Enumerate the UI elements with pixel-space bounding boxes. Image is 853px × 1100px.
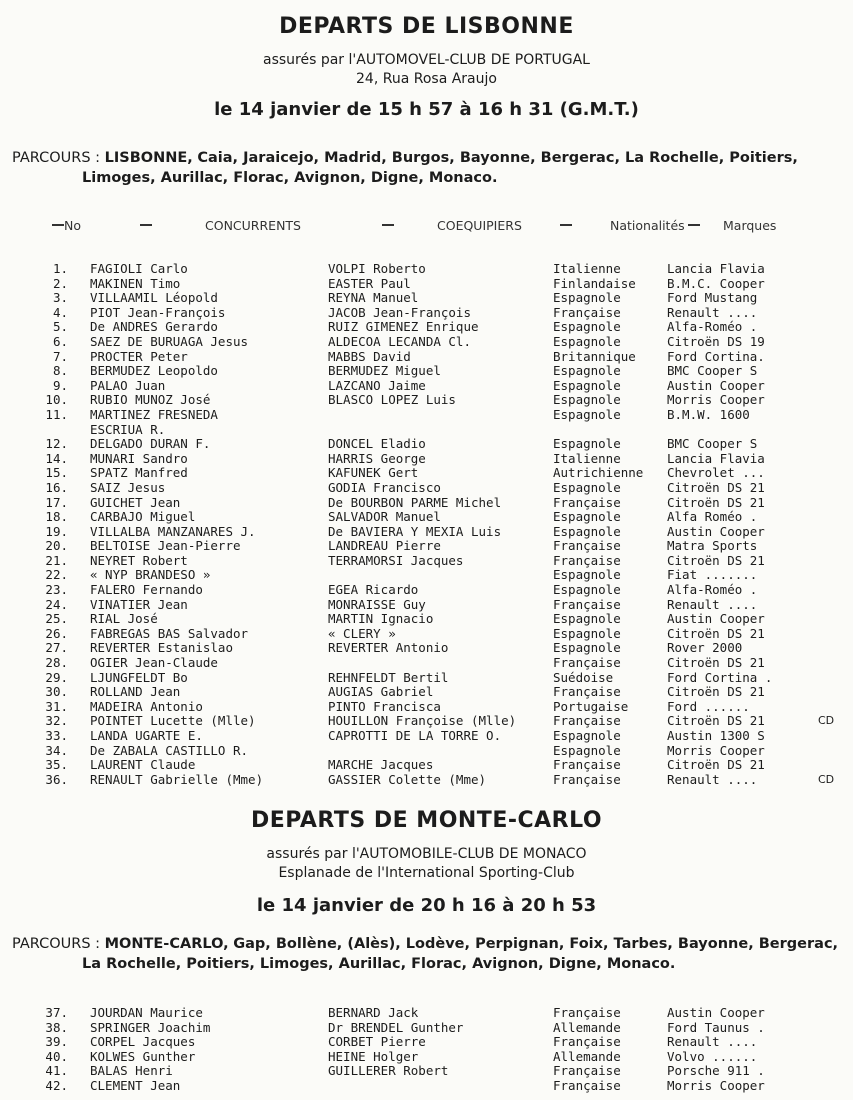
driver-name: VINATIER Jean xyxy=(90,596,188,612)
driver-name: MARTINEZ FRESNEDA xyxy=(90,406,218,422)
driver-name: « NYP BRANDESO » xyxy=(90,567,211,583)
entry-number: 16. xyxy=(45,479,68,495)
car-make: Citroën DS 21 xyxy=(667,494,765,510)
entry-number: 4. xyxy=(52,304,68,320)
table-row xyxy=(0,568,853,583)
car-make: Lancia Flavia xyxy=(667,261,765,276)
entry-number: 28. xyxy=(45,655,68,671)
parcours-label: PARCOURS : xyxy=(12,150,101,166)
table-row xyxy=(0,1021,853,1036)
car-make: Alfa Roméo . xyxy=(667,509,758,525)
nationality: Espagnole xyxy=(553,363,621,379)
driver-name: KOLWES Gunther xyxy=(90,1048,196,1064)
codriver-name: CORBET Pierre xyxy=(328,1034,426,1050)
driver-name: VILLALBA MANZANARES J. xyxy=(90,523,256,539)
driver-name: SAIZ Jesus xyxy=(90,479,166,495)
nationality: Espagnole xyxy=(553,523,621,539)
driver-name: RIAL José xyxy=(90,611,158,627)
entry-number: 15. xyxy=(45,465,68,481)
driver-name: FABREGAS BAS Salvador xyxy=(90,625,249,641)
parcours-route: Gap, Bollène, (Alès), Lodève, Perpignan, Foix, Tarbes, Bayonne, Bergerac, La Rochelle, Poitiers, Limoges, Aurillac, Florac, Avignon, Digne, Monaco. xyxy=(82,936,839,972)
codriver-name: TERRAMORSI Jacques xyxy=(328,552,464,568)
nationality: Française xyxy=(553,1077,621,1093)
table-row xyxy=(0,481,853,496)
car-make: Morris Cooper xyxy=(667,392,765,408)
section-title: DEPARTS DE MONTE-CARLO xyxy=(250,808,603,833)
codriver-name: HARRIS George xyxy=(328,450,426,466)
table-row xyxy=(0,539,853,554)
entry-number: 17. xyxy=(45,494,68,510)
nationality: Espagnole xyxy=(553,479,621,495)
car-make: B.M.C. Cooper xyxy=(667,275,765,291)
nationality: Française xyxy=(553,1063,621,1079)
nationality: Française xyxy=(553,684,621,700)
table-row xyxy=(0,510,853,525)
codriver-name: MARCHE Jacques xyxy=(328,757,434,773)
driver-name: SAEZ DE BURUAGA Jesus xyxy=(90,333,249,349)
entry-number: 18. xyxy=(45,509,68,525)
car-make: Renault .... xyxy=(667,596,758,612)
car-make: Austin Cooper xyxy=(667,611,765,627)
codriver-name: DONCEL Eladio xyxy=(328,436,426,452)
nationality: Espagnole xyxy=(553,290,621,306)
codriver-name: PINTO Francisca xyxy=(328,698,441,714)
car-make: Volvo ...... xyxy=(667,1048,758,1064)
table-row xyxy=(0,773,853,788)
car-make: Lancia Flavia xyxy=(667,450,765,466)
table-row xyxy=(0,583,853,598)
car-make: Ford Taunus . xyxy=(667,1019,765,1035)
car-make: Citroën DS 19 xyxy=(667,333,765,349)
entry-number: 14. xyxy=(45,450,68,466)
driver-name: LAURENT Claude xyxy=(90,757,196,773)
car-make: Rover 2000 xyxy=(667,640,743,656)
car-make: Austin 1300 S xyxy=(667,728,765,743)
codriver-name: GASSIER Colette (Mme) xyxy=(328,771,487,787)
nationality: Française xyxy=(553,596,621,612)
entry-number: 11. xyxy=(45,406,68,422)
entry-number: 41. xyxy=(45,1063,68,1079)
table-row xyxy=(0,758,853,773)
driver-name: PALAO Juan xyxy=(90,377,166,393)
parcours-montecarlo xyxy=(0,934,853,974)
table-row xyxy=(0,496,853,511)
car-make: Chevrolet ... xyxy=(667,465,765,481)
nationality: Espagnole xyxy=(553,436,621,452)
table-row xyxy=(0,277,853,292)
driver-name: BALAS Henri xyxy=(90,1063,173,1079)
entry-number: 30. xyxy=(45,684,68,700)
entry-number: 32. xyxy=(45,713,68,729)
codriver-name: GUILLERER Robert xyxy=(328,1063,449,1079)
departure-time: le 14 janvier de 20 h 16 à 20 h 53 xyxy=(256,895,597,916)
nationality: Française xyxy=(553,655,621,671)
driver-name: De ANDRES Gerardo xyxy=(90,319,218,335)
codriver-name: ALDECOA LECANDA Cl. xyxy=(328,333,471,349)
car-make: Renault .... xyxy=(667,304,758,320)
codriver-name: MARTIN Ignacio xyxy=(328,611,434,627)
table-row xyxy=(0,452,853,467)
table-row xyxy=(0,554,853,569)
table-row xyxy=(0,612,853,627)
entry-number: 7. xyxy=(52,348,68,364)
entry-number: 23. xyxy=(45,582,68,598)
driver-name: CLEMENT Jean xyxy=(90,1077,181,1093)
driver-name: DELGADO DURAN F. xyxy=(90,436,211,452)
driver-name: MUNARI Sandro xyxy=(90,450,188,466)
organizer: assurés par l'AUTOMOBILE-CLUB DE MONACO xyxy=(266,846,587,862)
nationality: Française xyxy=(553,1034,621,1050)
car-make: Matra Sports xyxy=(667,538,758,554)
car-make: B.M.W. 1600 xyxy=(667,406,750,422)
nationality: Autrichienne xyxy=(553,465,644,481)
nationality: Française xyxy=(553,552,621,568)
nationality: Britannique xyxy=(553,348,636,364)
table-row xyxy=(0,1006,853,1021)
entry-number: 34. xyxy=(45,742,68,758)
table-row xyxy=(0,744,853,759)
table-row xyxy=(0,1079,853,1094)
codriver-name: BERNARD Jack xyxy=(328,1005,419,1020)
codriver-name: JACOB Jean-François xyxy=(328,304,471,320)
section-title: DEPARTS DE LISBONNE xyxy=(279,14,574,39)
nationality: Espagnole xyxy=(553,582,621,598)
parcours-start: LISBONNE, xyxy=(104,150,193,166)
nationality: Espagnole xyxy=(553,611,621,627)
entry-number: 39. xyxy=(45,1034,68,1050)
table-row xyxy=(0,1050,853,1065)
codriver-name: REVERTER Antonio xyxy=(328,640,449,656)
address: Esplanade de l'International Sporting-Club xyxy=(278,865,575,881)
entry-number: 9. xyxy=(52,377,68,393)
table-row xyxy=(0,685,853,700)
table-row xyxy=(0,291,853,306)
nationality: Française xyxy=(553,1005,621,1020)
parcours-label: PARCOURS : xyxy=(12,936,101,952)
entry-number: 38. xyxy=(45,1019,68,1035)
table-row xyxy=(0,262,853,277)
nationality: Française xyxy=(553,538,621,554)
driver-name: GUICHET Jean xyxy=(90,494,181,510)
table-row xyxy=(0,525,853,540)
driver-name: RUBIO MUNOZ José xyxy=(90,392,211,408)
codriver-name: HOUILLON Françoise (Mlle) xyxy=(328,713,517,729)
nationality: Finlandaise xyxy=(553,275,636,291)
codriver-name: AUGIAS Gabriel xyxy=(328,684,434,700)
codriver-name: GODIA Francisco xyxy=(328,479,441,495)
entry-number: 3. xyxy=(52,290,68,306)
section-montecarlo-header xyxy=(0,808,853,916)
table-row xyxy=(0,729,853,744)
entry-number: 26. xyxy=(45,625,68,641)
table-row xyxy=(0,437,853,452)
departure-time: le 14 janvier de 15 h 57 à 16 h 31 (G.M.T.) xyxy=(214,99,639,120)
nationality: Allemande xyxy=(553,1019,621,1035)
section-lisbonne-header xyxy=(0,14,853,120)
driver-name: PROCTER Peter xyxy=(90,348,188,364)
codriver-name: Dr BRENDEL Gunther xyxy=(328,1019,464,1035)
driver-name: VILLAAMIL Léopold xyxy=(90,290,218,306)
entry-number: 42. xyxy=(45,1077,68,1093)
table-row xyxy=(0,671,853,686)
table-row xyxy=(0,350,853,365)
entry-number: 19. xyxy=(45,523,68,539)
table-row xyxy=(0,364,853,379)
nationality: Allemande xyxy=(553,1048,621,1064)
table-row xyxy=(0,423,853,438)
nationality: Espagnole xyxy=(553,377,621,393)
entry-number: 1. xyxy=(52,261,68,276)
driver-name: SPATZ Manfred xyxy=(90,465,188,481)
codriver-name: De BAVIERA Y MEXIA Luis xyxy=(328,523,502,539)
nationality: Portugaise xyxy=(553,698,629,714)
entry-number: 6. xyxy=(52,333,68,349)
table-row xyxy=(0,320,853,335)
nationality: Espagnole xyxy=(553,567,621,583)
nationality: Française xyxy=(553,757,621,773)
entry-number: 35. xyxy=(45,757,68,773)
codriver-name: MABBS David xyxy=(328,348,411,364)
codriver-name: BLASCO LOPEZ Luis xyxy=(328,392,456,408)
driver-name: LJUNGFELDT Bo xyxy=(90,669,188,685)
codriver-name: VOLPI Roberto xyxy=(328,261,426,276)
codriver-name: EASTER Paul xyxy=(328,275,411,291)
table-row xyxy=(0,335,853,350)
table-row xyxy=(0,408,853,423)
entry-number: 5. xyxy=(52,319,68,335)
nationality: Espagnole xyxy=(553,406,621,422)
driver-name: De ZABALA CASTILLO R. xyxy=(90,742,249,758)
car-make: Austin Cooper xyxy=(667,523,765,539)
entry-number: 8. xyxy=(52,363,68,379)
car-make: Citroën DS 21 xyxy=(667,684,765,700)
entry-number: 36. xyxy=(45,771,68,787)
driver-name: NEYRET Robert xyxy=(90,552,188,568)
entry-number: 29. xyxy=(45,669,68,685)
table-row xyxy=(0,627,853,642)
entry-number: 25. xyxy=(45,611,68,627)
codriver-name: LANDREAU Pierre xyxy=(328,538,441,554)
codriver-name: KAFUNEK Gert xyxy=(328,465,419,481)
nationality: Italienne xyxy=(553,261,621,276)
car-make: Citroën DS 21 xyxy=(667,479,765,495)
table-row xyxy=(0,1035,853,1050)
entry-number: 33. xyxy=(45,728,68,743)
car-make: Austin Cooper xyxy=(667,1005,765,1020)
driver-name: MAKINEN Timo xyxy=(90,275,181,291)
car-make: Ford ...... xyxy=(667,698,750,714)
entry-number: 20. xyxy=(45,538,68,554)
nationality: Suédoise xyxy=(553,669,614,685)
car-make: Alfa-Roméo . xyxy=(667,319,758,335)
note-mark: CD xyxy=(818,772,835,786)
nationality: Espagnole xyxy=(553,640,621,656)
entry-number: 22. xyxy=(45,567,68,583)
car-make: Ford Cortina. xyxy=(667,348,765,364)
driver-name: FALERO Fernando xyxy=(90,582,203,598)
nationality: Française xyxy=(553,494,621,510)
nationality: Espagnole xyxy=(553,392,621,408)
codriver-name: REYNA Manuel xyxy=(328,290,419,306)
entry-number: 37. xyxy=(45,1005,68,1020)
nationality: Espagnole xyxy=(553,333,621,349)
car-make: BMC Cooper S xyxy=(667,363,758,379)
entries-table-lisbonne xyxy=(0,262,853,787)
table-row xyxy=(0,700,853,715)
codriver-name: RUIZ GIMENEZ Enrique xyxy=(328,319,479,335)
car-make: Ford Mustang xyxy=(667,290,758,306)
entry-number: 24. xyxy=(45,596,68,612)
car-make: Renault .... xyxy=(667,771,758,787)
entry-number: 2. xyxy=(52,275,68,291)
parcours-route: Caia, Jaraicejo, Madrid, Burgos, Bayonne, Bergerac, La Rochelle, Poitiers, Limoges, Aurillac, Florac, Avignon, Digne, Monaco. xyxy=(82,150,798,186)
nationality: Française xyxy=(553,713,621,729)
table-row xyxy=(0,466,853,481)
driver-name: FAGIOLI Carlo xyxy=(90,261,188,276)
codriver-name: MONRAISSE Guy xyxy=(328,596,426,612)
nationality: Espagnole xyxy=(553,319,621,335)
driver-name: ROLLAND Jean xyxy=(90,684,181,700)
driver-name: SPRINGER Joachim xyxy=(90,1019,211,1035)
entries-table-montecarlo xyxy=(0,1006,853,1094)
entry-number: 21. xyxy=(45,552,68,568)
nationality: Espagnole xyxy=(553,742,621,758)
table-row xyxy=(0,656,853,671)
codriver-name: SALVADOR Manuel xyxy=(328,509,441,525)
table-row xyxy=(0,1064,853,1079)
nationality: Italienne xyxy=(553,450,621,466)
driver-name: REVERTER Estanislao xyxy=(90,640,233,656)
driver-name: MADEIRA Antonio xyxy=(90,698,203,714)
driver-name: CORPEL Jacques xyxy=(90,1034,196,1050)
codriver-name: De BOURBON PARME Michel xyxy=(328,494,502,510)
table-row xyxy=(0,598,853,613)
car-make: Citroën DS 21 xyxy=(667,713,765,729)
driver-name: POINTET Lucette (Mlle) xyxy=(90,713,256,729)
car-make: Citroën DS 21 xyxy=(667,757,765,773)
entry-number: 27. xyxy=(45,640,68,656)
nationality: Espagnole xyxy=(553,625,621,641)
nationality: Espagnole xyxy=(553,509,621,525)
car-make: Alfa-Roméo . xyxy=(667,582,758,598)
nationality: Française xyxy=(553,304,621,320)
entry-number: 31. xyxy=(45,698,68,714)
codriver-name: CAPROTTI DE LA TORRE O. xyxy=(328,728,502,743)
note-mark: CD xyxy=(818,714,835,728)
parcours-lisbonne xyxy=(0,148,853,188)
car-make: Citroën DS 21 xyxy=(667,655,765,671)
codriver-name: HEINE Holger xyxy=(328,1048,419,1064)
entry-number: 40. xyxy=(45,1048,68,1064)
organizer: assurés par l'AUTOMOVEL-CLUB DE PORTUGAL xyxy=(263,52,590,68)
column-headers: No CONCURRENTS COEQUIPIERS Nationalités Marques xyxy=(0,218,853,248)
table-row xyxy=(0,714,853,729)
car-make: Morris Cooper xyxy=(667,742,765,758)
driver-name: BERMUDEZ Leopoldo xyxy=(90,363,218,379)
driver-name: CARBAJO Miguel xyxy=(90,509,196,525)
driver-name: PIOT Jean-François xyxy=(90,304,226,320)
entry-number: 10. xyxy=(45,392,68,408)
address: 24, Rua Rosa Araujo xyxy=(356,71,497,87)
codriver-name: EGEA Ricardo xyxy=(328,582,419,598)
nationality: Espagnole xyxy=(553,728,621,743)
car-make: Fiat ....... xyxy=(667,567,758,583)
car-make: BMC Cooper S xyxy=(667,436,758,452)
car-make: Renault .... xyxy=(667,1034,758,1050)
entry-number: 12. xyxy=(45,436,68,452)
car-make: Porsche 911 . xyxy=(667,1063,765,1079)
table-row xyxy=(0,379,853,394)
car-make: Morris Cooper xyxy=(667,1077,765,1093)
car-make: Ford Cortina . xyxy=(667,669,773,685)
codriver-name: LAZCANO Jaime xyxy=(328,377,426,393)
car-make: Austin Cooper xyxy=(667,377,765,393)
codriver-name: BERMUDEZ Miguel xyxy=(328,363,441,379)
table-row xyxy=(0,393,853,408)
parcours-start: MONTE-CARLO, xyxy=(104,936,229,952)
codriver-name: REHNFELDT Bertil xyxy=(328,669,449,685)
car-make: Citroën DS 21 xyxy=(667,625,765,641)
driver-name: RENAULT Gabrielle (Mme) xyxy=(90,771,264,787)
driver-name: ESCRIUA R. xyxy=(90,421,166,437)
driver-name: OGIER Jean-Claude xyxy=(90,655,218,671)
codriver-name: « CLERY » xyxy=(328,625,396,641)
driver-name: BELTOISE Jean-Pierre xyxy=(90,538,241,554)
driver-name: JOURDAN Maurice xyxy=(90,1005,203,1020)
car-make: Citroën DS 21 xyxy=(667,552,765,568)
nationality: Française xyxy=(553,771,621,787)
table-row xyxy=(0,641,853,656)
table-row xyxy=(0,306,853,321)
driver-name: LANDA UGARTE E. xyxy=(90,728,203,743)
